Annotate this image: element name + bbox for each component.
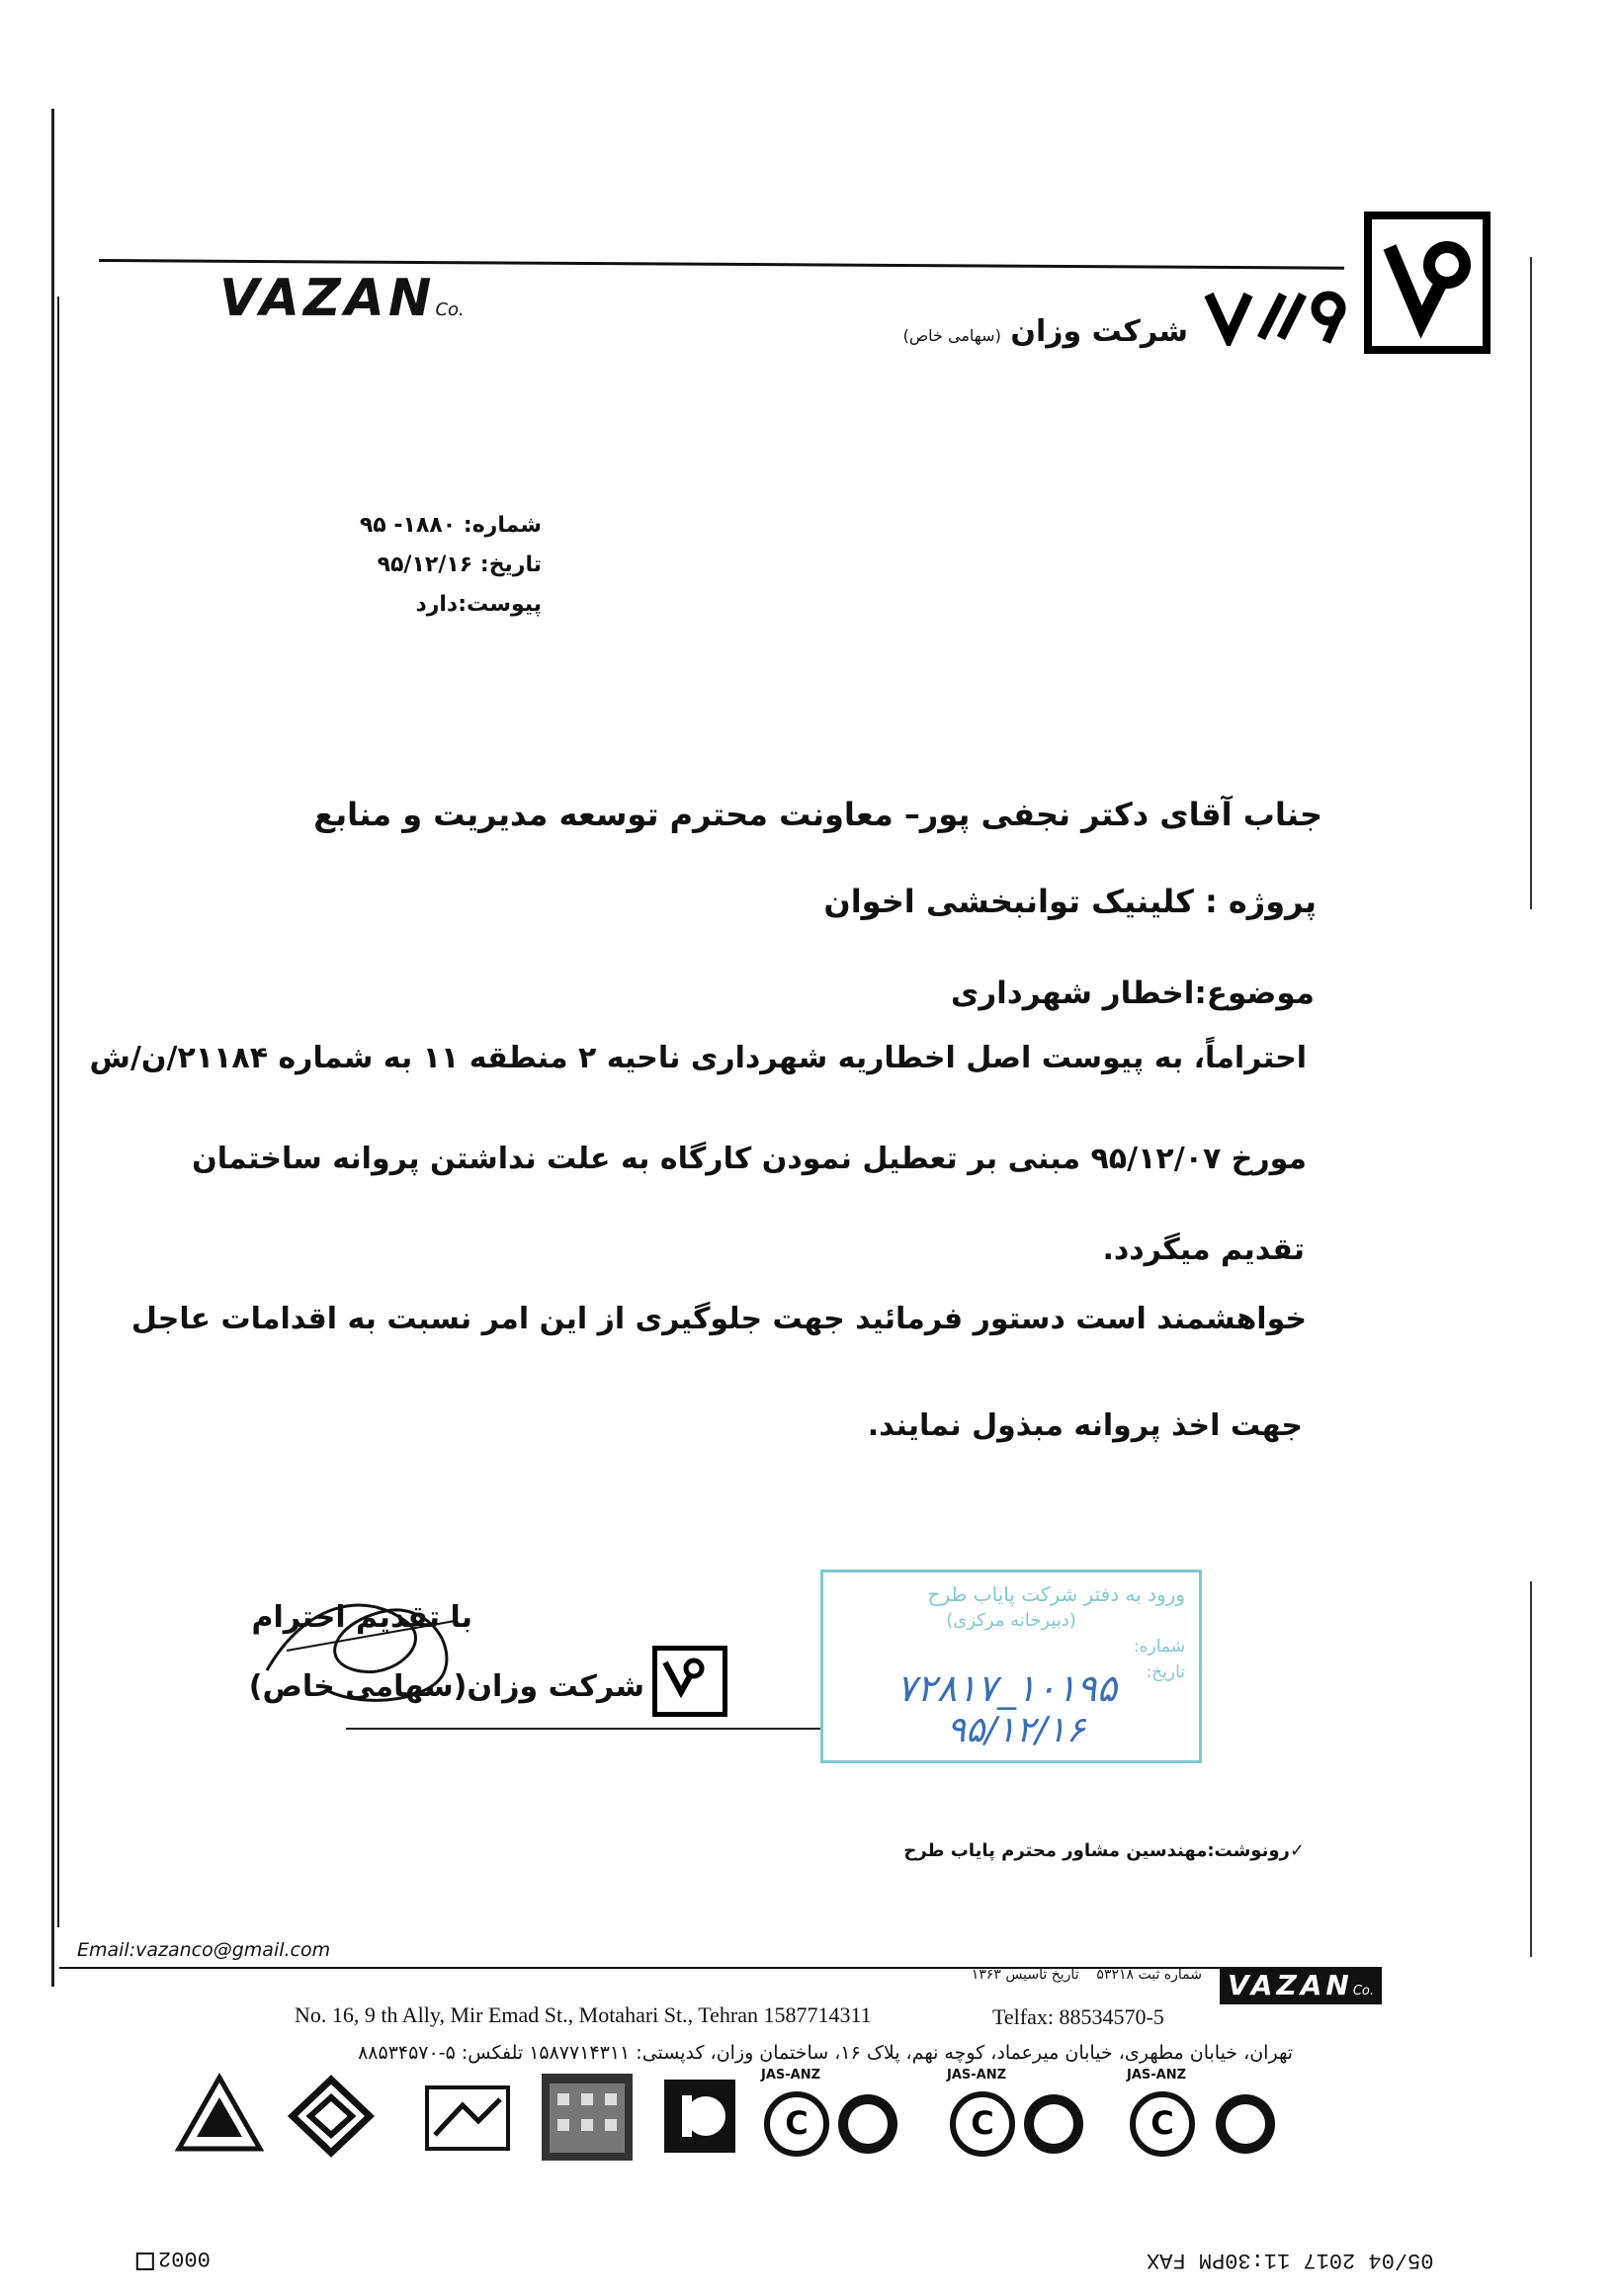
fax-page-mark [136, 2246, 211, 2270]
cert-iso14001 [1127, 2068, 1295, 2167]
footer-reg-number: شماره ثبت ۵۳۲۱۸ [1096, 1967, 1202, 1983]
meta-date-value: ۹۵/۱۲/۱۶ [377, 553, 473, 577]
letter-project: پروژه : کلینیک توانبخشی اخوان [823, 883, 1317, 920]
letter-body-line-1: احتراماً، به پیوست اصل اخطاریه شهرداری ناحیه ۲ منطقه ۱۱ به شماره ۲۱۱۸۴/ن/ش [89, 1041, 1307, 1075]
company-name-fa [903, 314, 1188, 349]
signature-logo-box [652, 1646, 727, 1717]
margin-line [51, 109, 54, 1987]
brand-logo-left [219, 269, 465, 328]
letter-recipient: جناب آقای دکتر نجفی پور– معاونت محترم توسعه مدیریت و منابع [313, 796, 1322, 833]
stamp-title: ورود به دفتر شرکت پایاب طرح [927, 1582, 1185, 1606]
letter-body-line-2: مورخ ۹۵/۱۲/۰۷ مبنی بر تعطیل نمودن کارگاه به علت نداشتن پروانه ساختمان [192, 1142, 1307, 1176]
vazan-emblem-icon [1372, 219, 1483, 346]
seal-4 [542, 2074, 633, 2161]
meta-attachment-value: دارد [415, 592, 459, 617]
brand-logo-text: VAZAN [219, 269, 436, 328]
footer-address-fa: تهران، خیابان مطهری، خیابان میرعماد، کوچه نهم، پلاک ۱۶، ساختمان وزان، کدپستی: ۱۵۸۷۷۱۴۳۱۱ تلفکس: ۵-۸۸۵۳۴۵۷۰ [358, 2042, 1293, 2064]
meta-date-label: تاریخ: [479, 553, 542, 577]
footer-brand-text: VAZAN [1228, 1969, 1353, 2001]
meta-number-label: شماره: [463, 513, 542, 538]
vazan-wordmark-icon [1204, 287, 1352, 346]
stamp-number-handwritten: ۱۰۱۹۵_۷۲۸۱۷ [895, 1666, 1117, 1710]
letter-body-line-3: تقدیم میگردد. [1102, 1233, 1305, 1267]
letter-body-line-5: جهت اخذ پروانه مبذول نمایند. [867, 1408, 1303, 1443]
svg-text:C: C [1150, 2104, 1174, 2142]
svg-text:C: C [971, 2104, 994, 2142]
cert-iso9001-jas-label: JAS-ANZ [947, 2068, 1007, 2083]
company-name: شرکت وزان [1010, 314, 1188, 349]
cert-ohsas-jas-label: JAS-ANZ [761, 2068, 821, 2083]
right-edge-line-lower [1530, 1581, 1532, 1957]
meta-number-value: ۱۸۸۰- ۹۵ [359, 513, 457, 538]
margin-line-inner [57, 297, 59, 1927]
fax-header: 05/04 2017 11:30PM FAX [1147, 2248, 1434, 2272]
letter-body-line-4: خواهشمند است دستور فرمائید جهت جلوگیری از این امر نسبت به اقدامات عاجل [130, 1302, 1307, 1336]
brand-logo-suffix: Co. [435, 299, 465, 320]
meta-attachment [285, 585, 542, 625]
vazan-emblem-small-icon [657, 1651, 713, 1702]
stamp-subtitle: (دبیرخانه مرکزی) [946, 1610, 1076, 1631]
fax-page-number: 0002 [158, 2246, 211, 2270]
stamp-date-handwritten: ۹۵/۱۲/۱۶ [946, 1710, 1085, 1750]
seal-5 [660, 2076, 739, 2157]
company-type: (سهامی خاص) [902, 326, 1001, 345]
triangle-seal-icon [173, 2072, 267, 2157]
footer-brand [1220, 1967, 1382, 2004]
signature-rule [346, 1728, 820, 1730]
letter-subject: موضوع:اخطار شهرداری [950, 976, 1315, 1011]
letter-meta [285, 506, 542, 625]
cert-iso14001-jas-label: JAS-ANZ [1127, 2068, 1187, 2083]
svg-text:C: C [785, 2104, 809, 2142]
cert-ohsas [761, 2068, 909, 2167]
fax-checkbox-icon [136, 2253, 154, 2270]
building-seal-icon [542, 2074, 633, 2161]
footer-telfax-en: Telfax: 88534570-5 [992, 2004, 1164, 2029]
iso9001-cert-icon [947, 2083, 1095, 2162]
meta-number [285, 506, 542, 546]
vazan-logo-box [1364, 212, 1491, 354]
stamp-number-label: شماره: [1133, 1637, 1185, 1657]
footer-brand-suffix: Co. [1352, 1984, 1375, 1998]
footer-registration [972, 1967, 1202, 1983]
iso14001-cert-icon [1127, 2083, 1295, 2162]
brand-mark-right [1204, 287, 1352, 346]
ohsas-cert-icon [761, 2083, 909, 2162]
seal-1 [173, 2072, 267, 2157]
diamond-seal-icon [287, 2074, 376, 2159]
meta-attachment-label: پیوست: [458, 592, 542, 617]
seal-3 [423, 2083, 512, 2153]
stamp-date-label: تاریخ: [1146, 1662, 1185, 1682]
footer-founded: تاریخ تاسیس ۱۳۶۳ [971, 1967, 1079, 1983]
footer-address-en: No. 16, 9 th Ally, Mir Emad St., Motahari St., Tehran 1587714311 [295, 2002, 872, 2027]
cert-iso9001 [947, 2068, 1095, 2167]
hands-seal-icon [423, 2083, 512, 2153]
bank-seal-icon [660, 2076, 739, 2157]
cc-text: رونوشت:مهندسین مشاور محترم پایاب طرح [903, 1840, 1290, 1861]
footer-email: Email:vazanco@gmail.com [77, 1939, 331, 1961]
right-edge-line [1530, 257, 1532, 909]
meta-date [285, 546, 542, 585]
cc-line: ✓رونوشت:مهندسین مشاور محترم پایاب طرح [903, 1840, 1305, 1861]
seal-2 [287, 2074, 376, 2159]
signature-closing: با تقدیم احترام [251, 1600, 472, 1635]
signature-company: شرکت وزان(سهامی خاص) [248, 1669, 644, 1704]
